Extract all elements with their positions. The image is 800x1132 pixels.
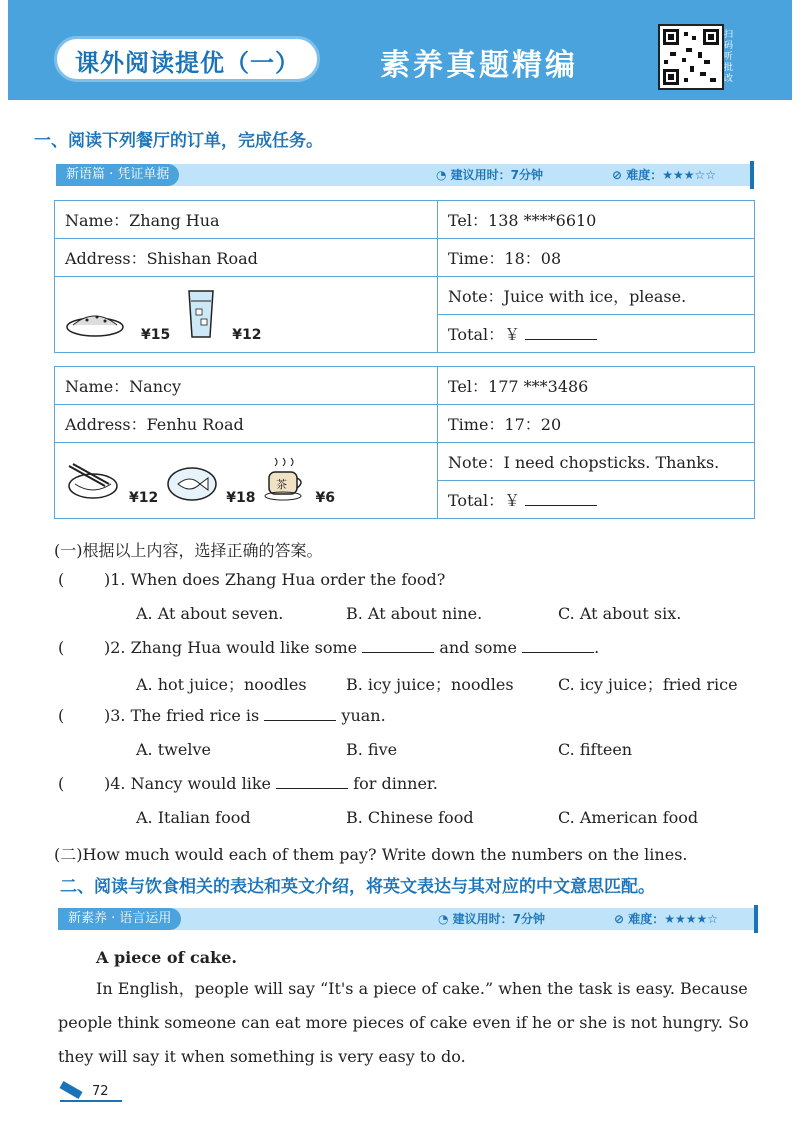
q4-option-c[interactable]: C. American food [558,808,699,827]
q4-option-b[interactable]: B. Chinese food [346,808,474,827]
order1-items [55,277,438,353]
order2-address: Address：Fenhu Road [55,405,438,443]
page-number: 72 [92,1084,109,1099]
q1-bracket[interactable]: ( [58,570,65,589]
q3-blank[interactable] [264,706,336,721]
q1-option-c[interactable]: C. At about six. [558,604,682,623]
order1-total-cell [438,315,755,353]
order2-item2-price: ¥18 [226,489,256,506]
q2-bracket[interactable]: ( [58,638,65,657]
order1-time: Time：18：08 [438,239,755,277]
passage-heading: A piece of cake. [96,948,237,967]
order2-tel: Tel：177 ***3486 [438,367,755,405]
q3-bracket[interactable]: ( [58,706,65,725]
check-circle-icon: ⊘ [612,168,627,182]
order1-address: Address：Shishan Road [55,239,438,277]
bar-endcap [754,905,758,933]
q2-blank-2[interactable] [522,638,594,653]
fish-plate-icon [166,462,218,506]
q2-option-b[interactable]: B. icy juice；noodles [346,675,514,694]
order2-name: Name：Nancy [55,367,438,405]
order2-total-blank[interactable] [525,491,597,506]
q2-blank-1[interactable] [362,638,434,653]
order2-item3-price: ¥6 [315,489,335,506]
order1-total-label: Total：￥ [448,325,521,344]
order1-tel: Tel：138 ****6610 [438,201,755,239]
section2-time: ◔ 建议用时：7分钟 [438,912,546,926]
q4-blank[interactable] [276,774,348,789]
order2-note: Note：I need chopsticks. Thanks. [438,443,755,481]
q2-text: )2. Zhang Hua would like some and some . [104,638,600,657]
order2-time: Time：17：20 [438,405,755,443]
unit-title: 课外阅读提优（一） [75,49,300,77]
order1-total-blank[interactable] [525,325,597,340]
order1-item1-price: ¥15 [141,326,171,343]
order2-items [55,443,438,519]
svg-text:茶: 茶 [276,477,288,491]
section2-title: 二、阅读与饮食相关的表达和英文介绍，将英文表达与其对应的中文意思匹配。 [60,877,655,897]
q3-option-a[interactable]: A. twelve [136,740,211,759]
q2-option-c[interactable]: C. icy juice；fried rice [558,675,738,694]
footer-line [60,1100,122,1102]
q3-text: )3. The fried rice is yuan. [104,706,386,725]
q1-option-b[interactable]: B. At about nine. [346,604,483,623]
noodles-bowl-icon [65,462,121,506]
q1-text: )1. When does Zhang Hua order the food? [104,570,446,589]
section1-time: ◔ 建议用时：7分钟 [436,168,544,182]
q3-option-b[interactable]: B. five [346,740,398,759]
bar-endcap [750,161,754,189]
q4-text: )4. Nancy would like for dinner. [104,774,438,793]
check-circle-icon: ⊘ [614,912,629,926]
header-slogan: 素养真题精编 [380,48,578,83]
tea-cup-icon [263,456,307,506]
passage-paragraph: In English，people will say “It's a piece of cake.” when the task is easy. Because people think someone can eat more pieces of cake even if he or she is not hungry. So they will say it when something is very easy to do. [58,979,749,1066]
section2-difficulty: ⊘ 难度：★★★★☆ [614,912,719,926]
order1-note: Note：Juice with ice，please. [438,277,755,315]
q3-option-c[interactable]: C. fifteen [558,740,633,759]
q4-bracket[interactable]: ( [58,774,65,793]
juice-glass-icon [186,287,216,343]
page-header [8,0,792,100]
part2-title: (二)How much would each of them pay? Write down the numbers on the lines. [54,845,688,864]
section1-title: 一、阅读下列餐厅的订单，完成任务。 [34,131,323,151]
clock-icon: ◔ [436,168,451,182]
fried-rice-icon [65,305,125,343]
q1-option-a[interactable]: A. At about seven. [136,604,284,623]
order2-item1-price: ¥12 [129,489,159,506]
order1-name: Name：Zhang Hua [55,201,438,239]
clock-icon: ◔ [438,912,453,926]
pen-icon [59,1081,82,1099]
order-table-1 [54,200,755,353]
section2-info-bar [58,908,758,930]
q2-option-a[interactable]: A. hot juice；noodles [136,675,307,694]
qr-code-icon[interactable] [658,24,724,90]
part1-title: (一)根据以上内容，选择正确的答案。 [54,541,323,560]
section1-difficulty: ⊘ 难度：★★★☆☆ [612,168,717,182]
order1-item2-price: ¥12 [232,326,262,343]
q4-option-a[interactable]: A. Italian food [136,808,251,827]
section1-info-bar [56,164,754,186]
order2-total-label: Total：￥ [448,491,521,510]
unit-title-pill [54,36,320,82]
qr-side-text: 扫码听批改 [724,30,734,84]
order2-total-cell [438,481,755,519]
order-table-2 [54,366,755,519]
section1-tag: 新语篇 · 凭证单据 [56,164,179,186]
section2-tag: 新素养 · 语言运用 [58,908,181,930]
